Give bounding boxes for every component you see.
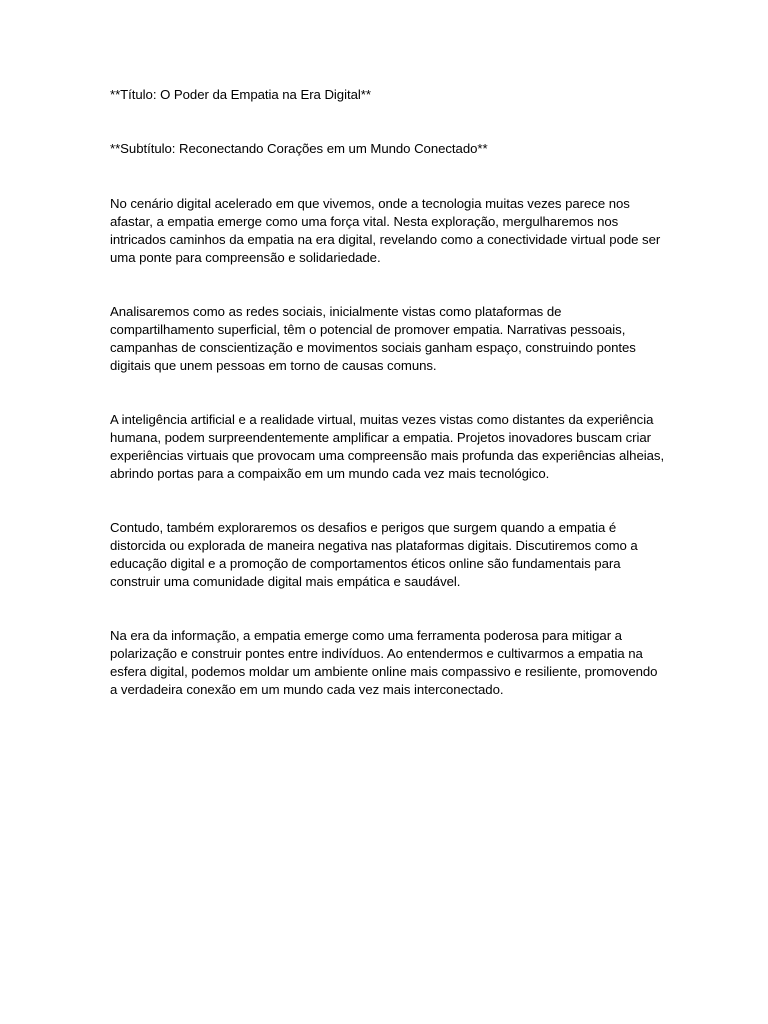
paragraph-line: No cenário digital acelerado em que vivemos, onde a tecnologia muitas vezes parece nos <box>110 196 630 211</box>
paragraph-line: construir uma comunidade digital mais empática e saudável. <box>110 574 461 589</box>
paragraph-line: Contudo, também exploraremos os desafios e perigos que surgem quando a empatia é <box>110 520 617 535</box>
document-body <box>110 86 670 735</box>
paragraph-line: experiências virtuais que provocam uma compreensão mais profunda das experiências alheias, <box>110 448 665 463</box>
paragraph-line: intricados caminhos da empatia na era digital, revelando como a conectividade virtual pode ser <box>110 232 661 247</box>
paragraph-line: Na era da informação, a empatia emerge como uma ferramenta poderosa para mitigar a <box>110 628 622 643</box>
paragraph-line: a verdadeira conexão em um mundo cada vez mais interconectado. <box>110 682 504 697</box>
paragraph-line: humana, podem surpreendentemente amplificar a empatia. Projetos inovadores buscam criar <box>110 430 652 445</box>
paragraph-line: uma ponte para compreensão e solidariedade. <box>110 250 381 265</box>
paragraph-line: distorcida ou explorada de maneira negativa nas plataformas digitais. Discutiremos como a <box>110 538 638 553</box>
paragraph-line: Analisaremos como as redes sociais, inicialmente vistas como plataformas de <box>110 304 562 319</box>
paragraph-2 <box>110 303 670 375</box>
paragraph-line: compartilhamento superficial, têm o potencial de promover empatia. Narrativas pessoais, <box>110 322 626 337</box>
paragraph-line: polarização e construir pontes entre indivíduos. Ao entendermos e cultivarmos a empatia na <box>110 646 643 661</box>
paragraph-line: abrindo portas para a compaixão em um mundo cada vez mais tecnológico. <box>110 466 550 481</box>
paragraph-line: esfera digital, podemos moldar um ambiente online mais compassivo e resiliente, promovendo <box>110 664 658 679</box>
document-subtitle: **Subtítulo: Reconectando Corações em um Mundo Conectado** <box>110 141 488 156</box>
paragraph-line: digitais que unem pessoas em torno de causas comuns. <box>110 358 437 373</box>
document-title: **Título: O Poder da Empatia na Era Digital** <box>110 87 371 102</box>
paragraph-line: campanhas de conscientização e movimentos sociais ganham espaço, construindo pontes <box>110 340 636 355</box>
paragraph-4 <box>110 519 670 591</box>
paragraph-line: educação digital e a promoção de comportamentos éticos online são fundamentais para <box>110 556 621 571</box>
paragraph-1 <box>110 195 670 267</box>
paragraph-3 <box>110 411 670 483</box>
paragraph-line: afastar, a empatia emerge como uma força vital. Nesta exploração, mergulharemos nos <box>110 214 619 229</box>
paragraph-5 <box>110 627 670 699</box>
paragraph-line: A inteligência artificial e a realidade virtual, muitas vezes vistas como distantes da experiência <box>110 412 654 427</box>
